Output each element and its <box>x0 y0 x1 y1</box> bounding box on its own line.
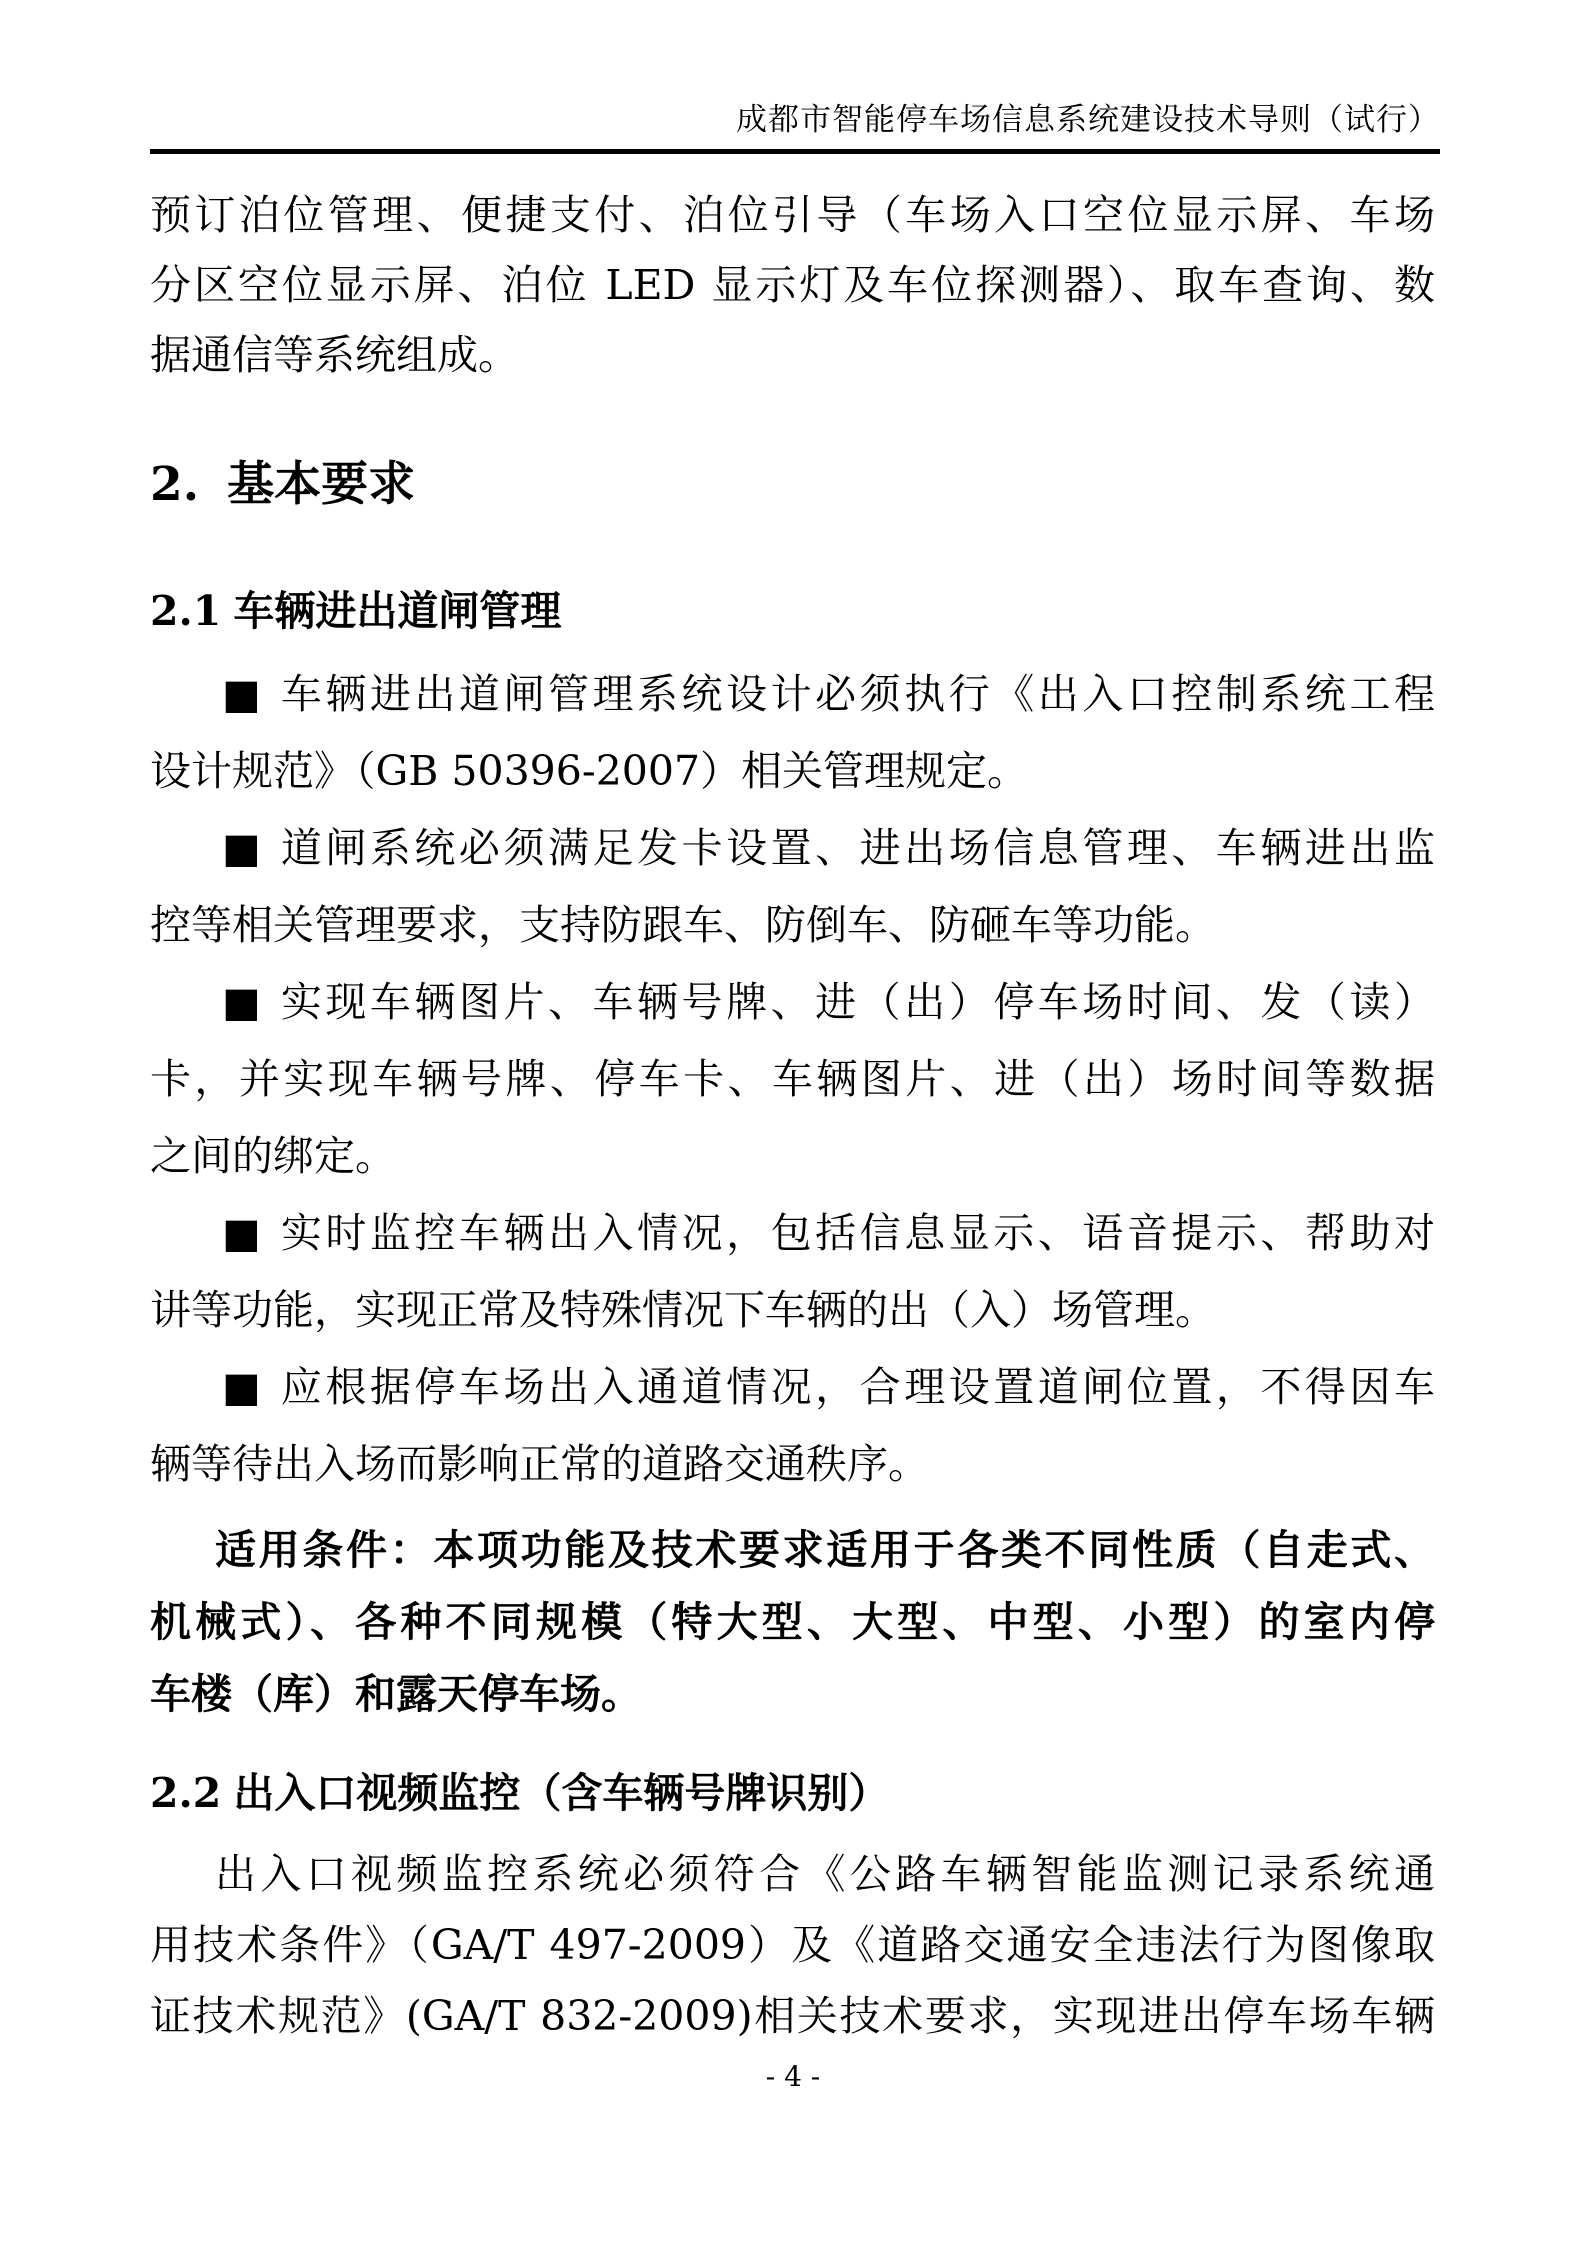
applicability-line: 机械式）、各种不同规模（特大型、大型、中型、小型）的室内停 <box>150 1598 1435 1646</box>
bullet-line: ■ 实时监控车辆出入情况，包括信息显示、语音提示、帮助对 <box>222 1209 1435 1257</box>
document-title: 成都市智能停车场信息系统建设技术导则（试行） <box>736 102 1440 138</box>
bullet-line: 设计规范》（GB 50396-2007）相关管理规定。 <box>150 747 1029 795</box>
page-footer <box>0 2057 1586 2097</box>
applicability-paragraph <box>150 1514 1435 1730</box>
subsection-number: 2.2 <box>150 1769 222 1817</box>
intro-line: 预订泊位管理、便捷支付、泊位引导（车场入口空位显示屏、车场 <box>150 191 1435 239</box>
page-body <box>150 180 1435 2052</box>
bullet-line: 卡，并实现车辆号牌、停车卡、车辆图片、进（出）场时间等数据 <box>150 1055 1435 1103</box>
intro-line: 分区空位显示屏、泊位 LED 显示灯及车位探测器）、取车查询、数 <box>150 261 1435 309</box>
subsection-heading-2-1 <box>150 579 1435 643</box>
bullet-line: 讲等功能，实现正常及特殊情况下车辆的出（入）场管理。 <box>150 1286 1216 1334</box>
page-header <box>150 100 1440 154</box>
subsection-heading-2-2 <box>150 1762 1435 1824</box>
bullet-paragraph <box>150 1195 1435 1349</box>
closing-line: 证技术规范》(GA/T 832-2009)相关技术要求，实现进出停车场车辆 <box>150 1992 1435 2040</box>
applicability-line: 适用条件：本项功能及技术要求适用于各类不同性质（自走式、 <box>215 1526 1435 1574</box>
bullet-line: 之间的绑定。 <box>150 1132 396 1180</box>
intro-paragraph <box>150 180 1435 390</box>
bullet-line: ■ 车辆进出道闸管理系统设计必须执行《出入口控制系统工程 <box>222 670 1435 718</box>
bullet-line: ■ 道闸系统必须满足发卡设置、进出场信息管理、车辆进出监 <box>222 824 1435 872</box>
section-heading-2 <box>150 447 1435 523</box>
bullet-line: 控等相关管理要求，支持防跟车、防倒车、防砸车等功能。 <box>150 901 1216 949</box>
bullet-paragraph <box>150 1349 1435 1503</box>
bullet-paragraph <box>150 656 1435 810</box>
page-number: - 4 - <box>765 2060 821 2093</box>
subsection-number: 2.1 <box>150 587 222 635</box>
bullet-list <box>150 656 1435 1503</box>
subsection-title: 出入口视频监控（含车辆号牌识别） <box>233 1769 890 1817</box>
bullet-line: 辆等待出入场而影响正常的道路交通秩序。 <box>150 1440 929 1488</box>
bullet-line: ■ 应根据停车场出入通道情况，合理设置道闸位置，不得因车 <box>222 1363 1435 1411</box>
bullet-paragraph <box>150 810 1435 964</box>
intro-line: 据通信等系统组成。 <box>150 331 519 379</box>
closing-paragraph <box>150 1839 1435 2052</box>
subsection-title: 车辆进出道闸管理 <box>233 587 562 635</box>
bullet-line: ■ 实现车辆图片、车辆号牌、进（出）停车场时间、发（读） <box>222 978 1435 1026</box>
section-number: 2. <box>150 457 200 512</box>
applicability-line: 车楼（库）和露天停车场。 <box>150 1670 642 1718</box>
closing-line: 出入口视频监控系统必须符合《公路车辆智能监测记录系统通 <box>215 1850 1435 1898</box>
section-title: 基本要求 <box>227 457 416 512</box>
closing-line: 用技术条件》（GA/T 497-2009）及《道路交通安全违法行为图像取 <box>150 1921 1435 1969</box>
bullet-paragraph <box>150 964 1435 1195</box>
